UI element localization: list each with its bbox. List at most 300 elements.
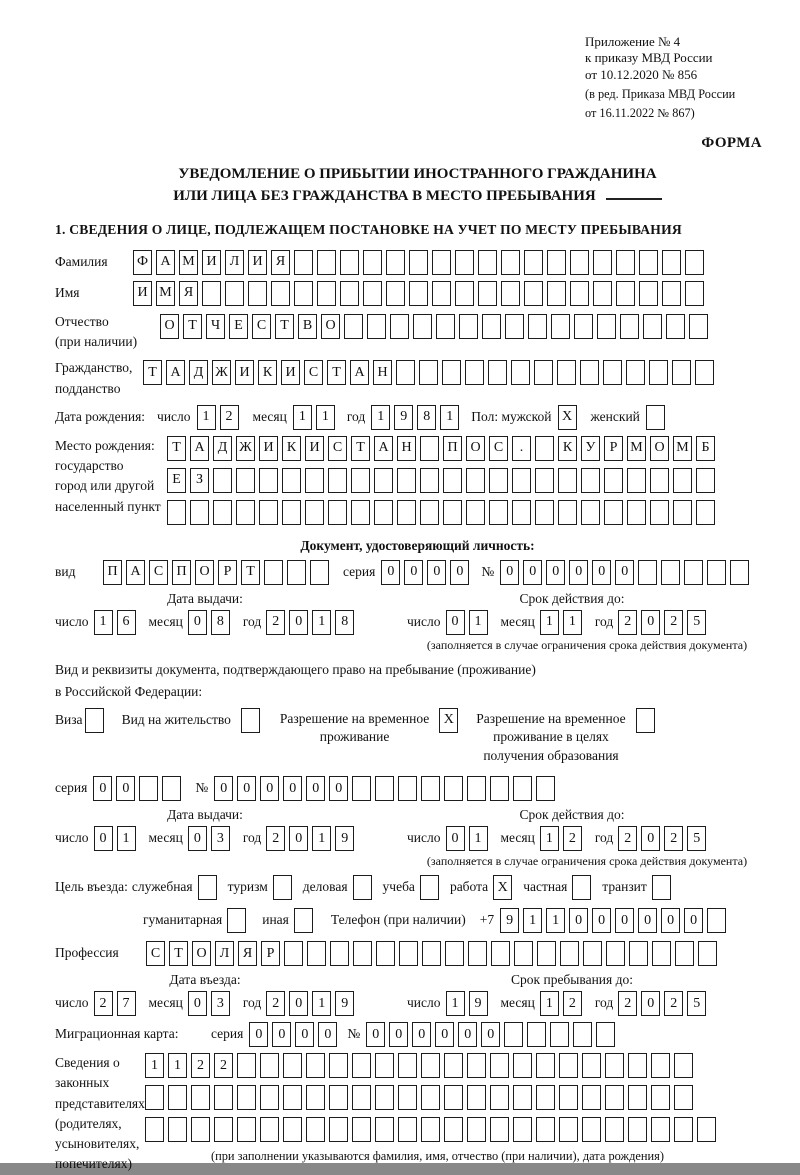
form-cell[interactable]: 0 bbox=[684, 908, 703, 933]
form-cell[interactable] bbox=[651, 1117, 670, 1142]
form-cell[interactable] bbox=[409, 250, 428, 275]
form-cell[interactable] bbox=[534, 360, 553, 385]
form-cell[interactable]: С bbox=[489, 436, 508, 461]
form-cell[interactable]: И bbox=[259, 436, 278, 461]
form-cell[interactable] bbox=[636, 708, 655, 733]
form-cell[interactable]: 2 bbox=[618, 826, 637, 851]
form-cell[interactable] bbox=[294, 250, 313, 275]
form-cell[interactable] bbox=[421, 776, 440, 801]
form-cell[interactable]: О bbox=[195, 560, 214, 585]
form-cell[interactable]: 2 bbox=[266, 610, 285, 635]
form-cell[interactable] bbox=[306, 1053, 325, 1078]
form-cell[interactable] bbox=[559, 1117, 578, 1142]
form-cell[interactable] bbox=[363, 281, 382, 306]
form-cell[interactable]: О bbox=[466, 436, 485, 461]
form-cell[interactable] bbox=[478, 250, 497, 275]
form-cell[interactable]: 0 bbox=[569, 560, 588, 585]
form-cell[interactable]: 0 bbox=[435, 1022, 454, 1047]
form-cell[interactable]: 2 bbox=[563, 991, 582, 1016]
form-cell[interactable] bbox=[444, 1117, 463, 1142]
form-cell[interactable] bbox=[524, 281, 543, 306]
form-cell[interactable]: 2 bbox=[214, 1053, 233, 1078]
form-cell[interactable] bbox=[328, 468, 347, 493]
form-cell[interactable]: С bbox=[304, 360, 323, 385]
form-cell[interactable] bbox=[468, 941, 487, 966]
form-cell[interactable]: 0 bbox=[318, 1022, 337, 1047]
form-cell[interactable]: 8 bbox=[335, 610, 354, 635]
form-cell[interactable] bbox=[513, 1085, 532, 1110]
form-cell[interactable]: 0 bbox=[366, 1022, 385, 1047]
form-cell[interactable]: И bbox=[305, 436, 324, 461]
form-cell[interactable]: О bbox=[192, 941, 211, 966]
form-cell[interactable] bbox=[202, 281, 221, 306]
form-cell[interactable]: 2 bbox=[618, 610, 637, 635]
form-cell[interactable]: 2 bbox=[664, 826, 683, 851]
form-cell[interactable]: Л bbox=[225, 250, 244, 275]
form-cell[interactable] bbox=[445, 941, 464, 966]
form-cell[interactable] bbox=[547, 250, 566, 275]
form-cell[interactable] bbox=[490, 1053, 509, 1078]
form-cell[interactable] bbox=[504, 1022, 523, 1047]
form-cell[interactable] bbox=[550, 1022, 569, 1047]
form-cell[interactable]: Т bbox=[327, 360, 346, 385]
form-cell[interactable]: 0 bbox=[188, 610, 207, 635]
form-cell[interactable] bbox=[672, 360, 691, 385]
form-cell[interactable] bbox=[651, 1053, 670, 1078]
form-cell[interactable]: Т bbox=[169, 941, 188, 966]
form-cell[interactable] bbox=[443, 500, 462, 525]
form-cell[interactable]: 0 bbox=[283, 776, 302, 801]
form-cell[interactable]: 1 bbox=[540, 610, 559, 635]
form-cell[interactable] bbox=[352, 776, 371, 801]
form-cell[interactable] bbox=[420, 875, 439, 900]
form-cell[interactable] bbox=[375, 1117, 394, 1142]
form-cell[interactable] bbox=[582, 1085, 601, 1110]
form-cell[interactable] bbox=[145, 1085, 164, 1110]
form-cell[interactable] bbox=[628, 1085, 647, 1110]
form-cell[interactable]: 1 bbox=[546, 908, 565, 933]
form-cell[interactable]: К bbox=[282, 436, 301, 461]
form-cell[interactable] bbox=[512, 500, 531, 525]
form-cell[interactable] bbox=[283, 1117, 302, 1142]
form-cell[interactable] bbox=[547, 281, 566, 306]
form-cell[interactable] bbox=[490, 776, 509, 801]
form-cell[interactable] bbox=[376, 941, 395, 966]
form-cell[interactable]: 0 bbox=[272, 1022, 291, 1047]
form-cell[interactable] bbox=[604, 468, 623, 493]
form-cell[interactable] bbox=[419, 360, 438, 385]
form-cell[interactable] bbox=[273, 875, 292, 900]
form-cell[interactable] bbox=[398, 776, 417, 801]
form-cell[interactable]: А bbox=[156, 250, 175, 275]
form-cell[interactable] bbox=[236, 468, 255, 493]
form-cell[interactable]: . bbox=[512, 436, 531, 461]
form-cell[interactable]: 0 bbox=[412, 1022, 431, 1047]
form-cell[interactable] bbox=[524, 250, 543, 275]
form-cell[interactable]: С bbox=[252, 314, 271, 339]
form-cell[interactable]: 6 bbox=[117, 610, 136, 635]
form-cell[interactable] bbox=[386, 250, 405, 275]
form-cell[interactable]: Л bbox=[215, 941, 234, 966]
form-cell[interactable]: 2 bbox=[664, 991, 683, 1016]
form-cell[interactable]: 0 bbox=[592, 908, 611, 933]
form-cell[interactable] bbox=[374, 468, 393, 493]
form-cell[interactable] bbox=[465, 360, 484, 385]
form-cell[interactable] bbox=[225, 281, 244, 306]
form-cell[interactable] bbox=[596, 1022, 615, 1047]
form-cell[interactable]: 1 bbox=[145, 1053, 164, 1078]
form-cell[interactable] bbox=[570, 250, 589, 275]
form-cell[interactable] bbox=[353, 941, 372, 966]
form-cell[interactable]: 0 bbox=[427, 560, 446, 585]
form-cell[interactable] bbox=[328, 500, 347, 525]
form-cell[interactable]: Т bbox=[143, 360, 162, 385]
form-cell[interactable]: X bbox=[558, 405, 577, 430]
form-cell[interactable]: 2 bbox=[220, 405, 239, 430]
form-cell[interactable]: М bbox=[156, 281, 175, 306]
form-cell[interactable]: 0 bbox=[615, 560, 634, 585]
form-cell[interactable] bbox=[536, 1053, 555, 1078]
form-cell[interactable] bbox=[489, 500, 508, 525]
form-cell[interactable] bbox=[248, 281, 267, 306]
form-cell[interactable]: Т bbox=[351, 436, 370, 461]
form-cell[interactable]: 1 bbox=[316, 405, 335, 430]
form-cell[interactable] bbox=[145, 1117, 164, 1142]
form-cell[interactable] bbox=[674, 1117, 693, 1142]
form-cell[interactable] bbox=[237, 1053, 256, 1078]
form-cell[interactable] bbox=[397, 500, 416, 525]
form-cell[interactable] bbox=[397, 468, 416, 493]
form-cell[interactable]: 0 bbox=[381, 560, 400, 585]
form-cell[interactable]: П bbox=[103, 560, 122, 585]
form-cell[interactable] bbox=[237, 1085, 256, 1110]
form-cell[interactable]: Т bbox=[241, 560, 260, 585]
form-cell[interactable]: 1 bbox=[469, 826, 488, 851]
form-cell[interactable] bbox=[597, 314, 616, 339]
form-cell[interactable] bbox=[684, 560, 703, 585]
form-cell[interactable]: Т bbox=[275, 314, 294, 339]
form-cell[interactable] bbox=[398, 1117, 417, 1142]
form-cell[interactable] bbox=[351, 500, 370, 525]
form-cell[interactable] bbox=[535, 500, 554, 525]
form-cell[interactable]: 1 bbox=[94, 610, 113, 635]
form-cell[interactable] bbox=[528, 314, 547, 339]
form-cell[interactable] bbox=[627, 468, 646, 493]
form-cell[interactable] bbox=[582, 1053, 601, 1078]
form-cell[interactable] bbox=[467, 1117, 486, 1142]
form-cell[interactable]: 0 bbox=[289, 826, 308, 851]
form-cell[interactable] bbox=[227, 908, 246, 933]
form-cell[interactable] bbox=[467, 776, 486, 801]
form-cell[interactable]: Ф bbox=[133, 250, 152, 275]
form-cell[interactable] bbox=[260, 1085, 279, 1110]
form-cell[interactable] bbox=[606, 941, 625, 966]
form-cell[interactable] bbox=[666, 314, 685, 339]
form-cell[interactable] bbox=[628, 1117, 647, 1142]
form-cell[interactable] bbox=[551, 314, 570, 339]
form-cell[interactable] bbox=[674, 1053, 693, 1078]
form-cell[interactable] bbox=[583, 941, 602, 966]
form-cell[interactable] bbox=[689, 314, 708, 339]
form-cell[interactable] bbox=[573, 1022, 592, 1047]
form-cell[interactable]: 0 bbox=[592, 560, 611, 585]
form-cell[interactable] bbox=[330, 941, 349, 966]
form-cell[interactable] bbox=[305, 500, 324, 525]
form-cell[interactable] bbox=[593, 281, 612, 306]
form-cell[interactable]: Я bbox=[179, 281, 198, 306]
form-cell[interactable]: 0 bbox=[641, 826, 660, 851]
form-cell[interactable] bbox=[662, 250, 681, 275]
form-cell[interactable]: 3 bbox=[211, 826, 230, 851]
form-cell[interactable] bbox=[696, 468, 715, 493]
form-cell[interactable] bbox=[352, 1085, 371, 1110]
form-cell[interactable] bbox=[455, 250, 474, 275]
form-cell[interactable] bbox=[511, 360, 530, 385]
form-cell[interactable]: 1 bbox=[312, 610, 331, 635]
form-cell[interactable] bbox=[241, 708, 260, 733]
form-cell[interactable]: 2 bbox=[563, 826, 582, 851]
form-cell[interactable] bbox=[264, 560, 283, 585]
form-cell[interactable] bbox=[421, 1117, 440, 1142]
form-cell[interactable] bbox=[491, 941, 510, 966]
form-cell[interactable] bbox=[501, 281, 520, 306]
form-cell[interactable]: 0 bbox=[523, 560, 542, 585]
form-cell[interactable]: 0 bbox=[615, 908, 634, 933]
form-cell[interactable] bbox=[306, 1117, 325, 1142]
form-cell[interactable] bbox=[413, 314, 432, 339]
form-cell[interactable] bbox=[455, 281, 474, 306]
form-cell[interactable] bbox=[490, 1085, 509, 1110]
form-cell[interactable] bbox=[557, 360, 576, 385]
form-cell[interactable] bbox=[514, 941, 533, 966]
form-cell[interactable]: Е bbox=[167, 468, 186, 493]
form-cell[interactable]: А bbox=[126, 560, 145, 585]
form-cell[interactable]: А bbox=[166, 360, 185, 385]
form-cell[interactable]: 9 bbox=[335, 826, 354, 851]
form-cell[interactable] bbox=[420, 468, 439, 493]
form-cell[interactable]: С bbox=[146, 941, 165, 966]
form-cell[interactable]: 8 bbox=[417, 405, 436, 430]
form-cell[interactable] bbox=[444, 1053, 463, 1078]
form-cell[interactable]: Я bbox=[271, 250, 290, 275]
form-cell[interactable]: 0 bbox=[569, 908, 588, 933]
form-cell[interactable] bbox=[375, 1085, 394, 1110]
form-cell[interactable] bbox=[707, 560, 726, 585]
form-cell[interactable]: С bbox=[149, 560, 168, 585]
form-cell[interactable] bbox=[652, 941, 671, 966]
form-cell[interactable]: М bbox=[179, 250, 198, 275]
form-cell[interactable]: Д bbox=[213, 436, 232, 461]
form-cell[interactable] bbox=[527, 1022, 546, 1047]
form-cell[interactable]: Б bbox=[696, 436, 715, 461]
form-cell[interactable]: 0 bbox=[289, 991, 308, 1016]
form-cell[interactable] bbox=[695, 360, 714, 385]
form-cell[interactable] bbox=[399, 941, 418, 966]
form-cell[interactable]: 0 bbox=[237, 776, 256, 801]
form-cell[interactable] bbox=[673, 500, 692, 525]
form-cell[interactable] bbox=[697, 1117, 716, 1142]
form-cell[interactable] bbox=[581, 468, 600, 493]
form-cell[interactable] bbox=[652, 875, 671, 900]
form-cell[interactable]: 1 bbox=[197, 405, 216, 430]
form-cell[interactable] bbox=[467, 1053, 486, 1078]
form-cell[interactable] bbox=[259, 468, 278, 493]
form-cell[interactable]: 0 bbox=[329, 776, 348, 801]
form-cell[interactable]: М bbox=[673, 436, 692, 461]
form-cell[interactable] bbox=[488, 360, 507, 385]
form-cell[interactable]: А bbox=[350, 360, 369, 385]
form-cell[interactable] bbox=[422, 941, 441, 966]
form-cell[interactable]: Ж bbox=[212, 360, 231, 385]
form-cell[interactable] bbox=[260, 1053, 279, 1078]
form-cell[interactable]: Т bbox=[167, 436, 186, 461]
form-cell[interactable] bbox=[306, 1085, 325, 1110]
form-cell[interactable] bbox=[559, 1085, 578, 1110]
form-cell[interactable] bbox=[386, 281, 405, 306]
form-cell[interactable]: М bbox=[627, 436, 646, 461]
form-cell[interactable]: 1 bbox=[540, 991, 559, 1016]
form-cell[interactable] bbox=[352, 1117, 371, 1142]
form-cell[interactable] bbox=[307, 941, 326, 966]
form-cell[interactable] bbox=[661, 560, 680, 585]
form-cell[interactable] bbox=[605, 1085, 624, 1110]
form-cell[interactable]: И bbox=[281, 360, 300, 385]
form-cell[interactable] bbox=[466, 500, 485, 525]
form-cell[interactable]: 1 bbox=[446, 991, 465, 1016]
form-cell[interactable] bbox=[605, 1053, 624, 1078]
form-cell[interactable]: З bbox=[190, 468, 209, 493]
form-cell[interactable]: 0 bbox=[458, 1022, 477, 1047]
form-cell[interactable] bbox=[639, 250, 658, 275]
form-cell[interactable] bbox=[398, 1053, 417, 1078]
form-cell[interactable]: 0 bbox=[94, 826, 113, 851]
form-cell[interactable]: И bbox=[133, 281, 152, 306]
form-cell[interactable]: 2 bbox=[266, 991, 285, 1016]
form-cell[interactable] bbox=[685, 281, 704, 306]
form-cell[interactable]: 0 bbox=[260, 776, 279, 801]
form-cell[interactable] bbox=[444, 776, 463, 801]
form-cell[interactable]: 2 bbox=[266, 826, 285, 851]
form-cell[interactable] bbox=[398, 1085, 417, 1110]
form-cell[interactable] bbox=[305, 468, 324, 493]
form-cell[interactable]: 0 bbox=[188, 991, 207, 1016]
form-cell[interactable]: К bbox=[258, 360, 277, 385]
form-cell[interactable]: 9 bbox=[394, 405, 413, 430]
form-cell[interactable] bbox=[696, 500, 715, 525]
form-cell[interactable] bbox=[344, 314, 363, 339]
form-cell[interactable] bbox=[616, 250, 635, 275]
form-cell[interactable] bbox=[558, 500, 577, 525]
form-cell[interactable] bbox=[213, 500, 232, 525]
form-cell[interactable]: И bbox=[248, 250, 267, 275]
form-cell[interactable] bbox=[570, 281, 589, 306]
form-cell[interactable] bbox=[283, 1053, 302, 1078]
form-cell[interactable] bbox=[513, 1117, 532, 1142]
form-cell[interactable] bbox=[139, 776, 158, 801]
form-cell[interactable]: О bbox=[650, 436, 669, 461]
form-cell[interactable] bbox=[421, 1053, 440, 1078]
form-cell[interactable] bbox=[467, 1085, 486, 1110]
form-cell[interactable] bbox=[409, 281, 428, 306]
form-cell[interactable] bbox=[284, 941, 303, 966]
form-cell[interactable] bbox=[707, 908, 726, 933]
form-cell[interactable] bbox=[537, 941, 556, 966]
form-cell[interactable]: 2 bbox=[191, 1053, 210, 1078]
form-cell[interactable] bbox=[310, 560, 329, 585]
form-cell[interactable]: 9 bbox=[335, 991, 354, 1016]
form-cell[interactable] bbox=[674, 1085, 693, 1110]
form-cell[interactable]: 0 bbox=[404, 560, 423, 585]
form-cell[interactable] bbox=[482, 314, 501, 339]
form-cell[interactable] bbox=[374, 500, 393, 525]
form-cell[interactable] bbox=[340, 281, 359, 306]
form-cell[interactable] bbox=[352, 1053, 371, 1078]
form-cell[interactable]: 1 bbox=[440, 405, 459, 430]
form-cell[interactable]: 0 bbox=[295, 1022, 314, 1047]
form-cell[interactable] bbox=[420, 436, 439, 461]
form-cell[interactable]: 1 bbox=[312, 826, 331, 851]
form-cell[interactable] bbox=[317, 250, 336, 275]
form-cell[interactable]: 5 bbox=[687, 826, 706, 851]
form-cell[interactable] bbox=[271, 281, 290, 306]
form-cell[interactable] bbox=[283, 1085, 302, 1110]
form-cell[interactable]: 5 bbox=[687, 610, 706, 635]
form-cell[interactable] bbox=[620, 314, 639, 339]
form-cell[interactable]: 0 bbox=[116, 776, 135, 801]
form-cell[interactable] bbox=[444, 1085, 463, 1110]
form-cell[interactable] bbox=[512, 468, 531, 493]
form-cell[interactable]: Ж bbox=[236, 436, 255, 461]
form-cell[interactable]: 0 bbox=[661, 908, 680, 933]
form-cell[interactable] bbox=[396, 360, 415, 385]
form-cell[interactable] bbox=[85, 708, 104, 733]
form-cell[interactable] bbox=[604, 500, 623, 525]
form-cell[interactable]: Ч bbox=[206, 314, 225, 339]
form-cell[interactable]: 0 bbox=[446, 610, 465, 635]
form-cell[interactable]: И bbox=[235, 360, 254, 385]
form-cell[interactable]: X bbox=[439, 708, 458, 733]
form-cell[interactable]: Р bbox=[604, 436, 623, 461]
form-cell[interactable] bbox=[466, 468, 485, 493]
form-cell[interactable] bbox=[259, 500, 278, 525]
form-cell[interactable] bbox=[191, 1117, 210, 1142]
form-cell[interactable]: Е bbox=[229, 314, 248, 339]
form-cell[interactable] bbox=[685, 250, 704, 275]
form-cell[interactable] bbox=[559, 1053, 578, 1078]
form-cell[interactable] bbox=[501, 250, 520, 275]
form-cell[interactable] bbox=[432, 281, 451, 306]
form-cell[interactable]: Р bbox=[218, 560, 237, 585]
form-cell[interactable] bbox=[329, 1117, 348, 1142]
form-cell[interactable] bbox=[436, 314, 455, 339]
form-cell[interactable] bbox=[375, 776, 394, 801]
form-cell[interactable]: 8 bbox=[211, 610, 230, 635]
form-cell[interactable] bbox=[294, 281, 313, 306]
form-cell[interactable]: 9 bbox=[500, 908, 519, 933]
form-cell[interactable] bbox=[168, 1085, 187, 1110]
form-cell[interactable] bbox=[626, 360, 645, 385]
form-cell[interactable]: К bbox=[558, 436, 577, 461]
form-cell[interactable] bbox=[572, 875, 591, 900]
form-cell[interactable] bbox=[459, 314, 478, 339]
form-cell[interactable]: 0 bbox=[289, 610, 308, 635]
form-cell[interactable]: 1 bbox=[523, 908, 542, 933]
form-cell[interactable] bbox=[443, 468, 462, 493]
form-cell[interactable] bbox=[489, 468, 508, 493]
form-cell[interactable] bbox=[421, 1085, 440, 1110]
form-cell[interactable]: 0 bbox=[641, 991, 660, 1016]
form-cell[interactable]: 1 bbox=[371, 405, 390, 430]
